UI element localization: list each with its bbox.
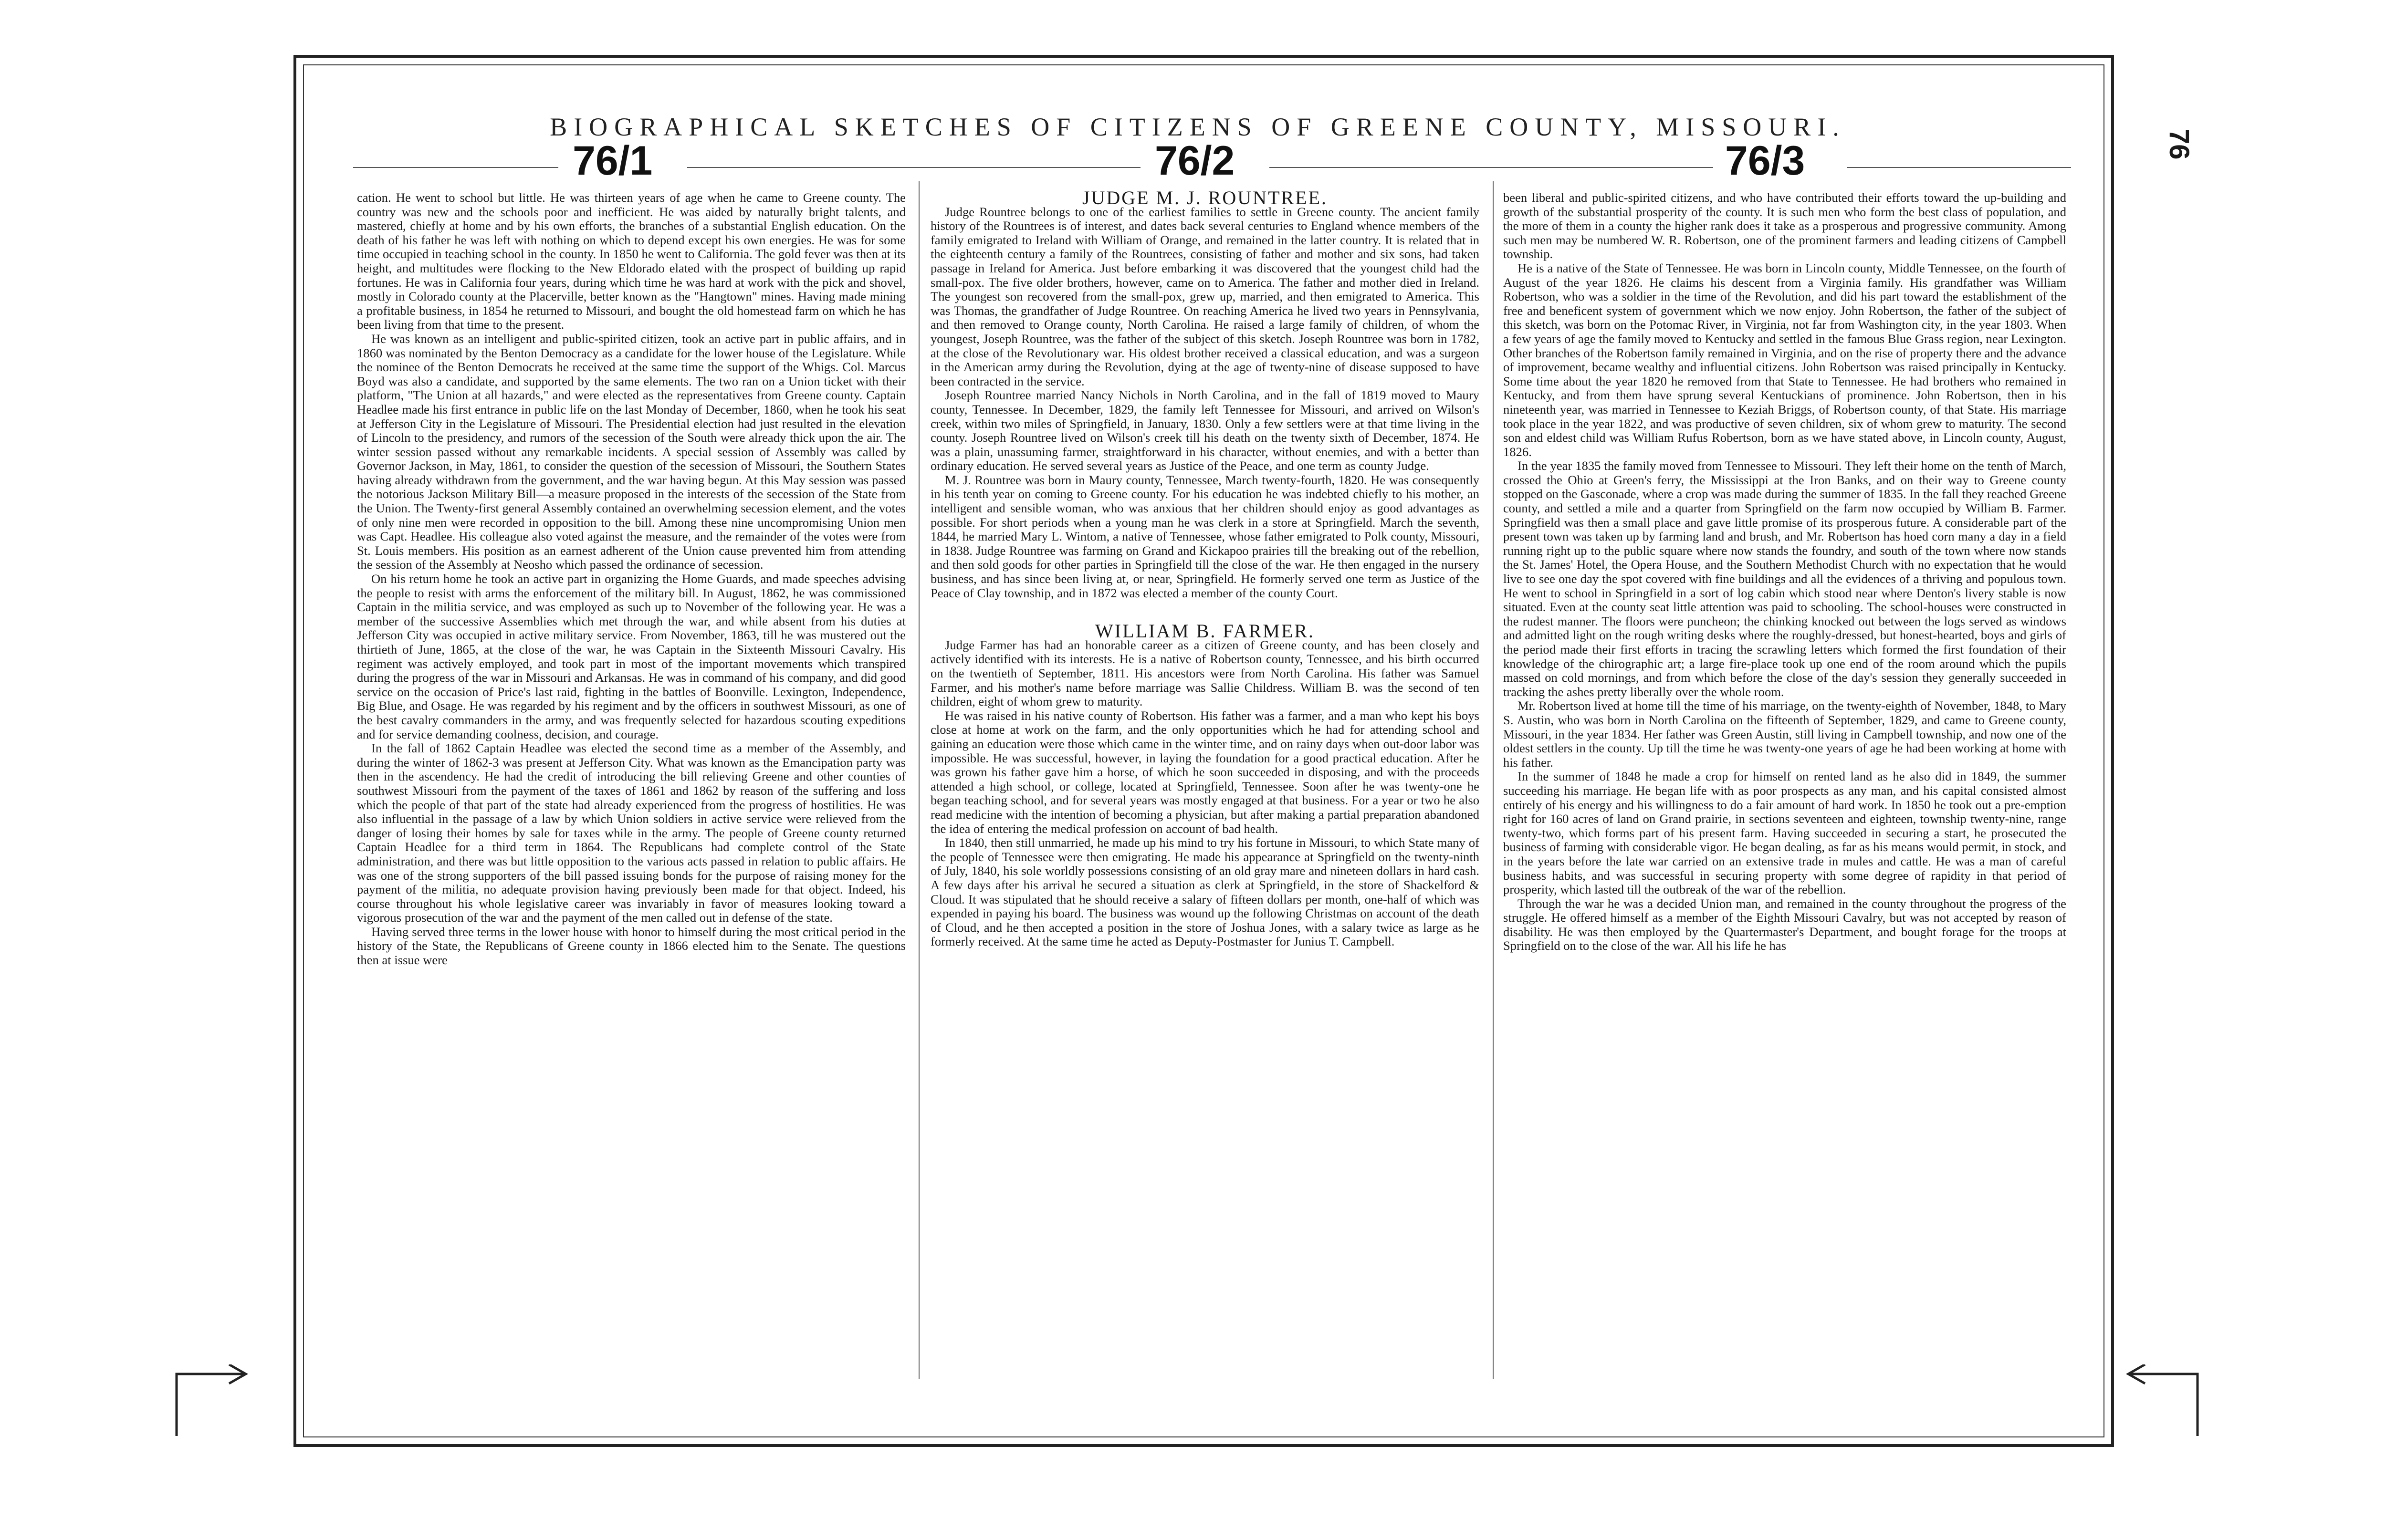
- header-rule-3: [1847, 167, 2071, 168]
- col3-paragraph: been liberal and public-spirited citizens, and who have contributed their efforts toward the up-building and growth of the substantial prosperity of the county. It is such men who form the best class of population, and the more of them in a county the higher rank does it take as a prosperous and progressive community. Among such men may be numbered W. R. Robertson, one of the prominent farmers and leading citizens of Campbell township.: [1503, 191, 2066, 261]
- column-2: [931, 191, 1479, 1393]
- col3-paragraph: In the summer of 1848 he made a crop for himself on rented land as he also did in 1849, the summer succeeding his marriage. He began life with as poor prospects as any man, and his capital consisted almost entirely of his energy and his willingness to do a fair amount of hard work. In 1850 he took out a pre-emption right for 160 acres of land on Grand prairie, in sections seventeen and eighteen, township twenty-nine, range twenty-two, which forms part of his present farm. Having succeeded in securing a start, he prosecuted the business of farming with considerable vigor. He began dealing, as far as his means would permit, in stock, and in the years before the late war carried on an extensive trade in mules and cattle. He was a man of careful business habits, and was successful in securing property with some degree of rapidity in that period of prosperity, which lasted till the outbreak of the war of the rebellion.: [1503, 769, 2066, 897]
- col3-paragraph: He is a native of the State of Tennessee. He was born in Lincoln county, Middle Tennessee, on the fourth of August of the year 1826. He claims his descent from a Virginia family. His grandfather was William Robertson, who was a soldier in the time of the Revolution, and did his part toward the establishment of the free and beneficent system of government which we now enjoy. John Robertson, the father of the subject of this sketch, was born on the Potomac River, in Virginia, not far from Washington city, in the year 1803. When a few years of age the family moved to Kentucky and settled in the famous Blue Grass region, near Lexington. Other branches of the Robertson family remained in Virginia, and on the rise of property there and the advance of improvement, became wealthy and influential citizens. John Robertson was raised principally in Kentucky. Some time about the year 1820 he removed from that State to Tennessee. He had brothers who remained in Kentucky, and from them have sprung several Kentuckians of prominence. John Robertson, then in his nineteenth year, was married in Tennessee to Keziah Briggs, of Robertson county, of that State. His marriage took place in the year 1822, and was productive of seven children, six of whom grew to maturity. The second son and eldest child was William Rufus Robertson, born as we have stated above, in Lincoln county, August, 1826.: [1503, 260, 2066, 459]
- registration-arrow-left-icon: [172, 1364, 253, 1441]
- col2-paragraph: In 1840, then still unmarried, he made up his mind to try his fortune in Missouri, to which State many of the people of Tennessee were then emigrating. He made his appearance at Springfield on the twenty-ninth of July, 1840, his sole worldly possessions consisting of an old gray mare and nineteen dollars in hard cash. A few days after his arrival he secured a situation as clerk at Springfield, in the store of Shackelford & Cloud. It was stipulated that he should receive a salary of fifteen dollars per month, one-half of which was expended in paying his board. The business was wound up the following Christmas on account of the death of Cloud, and he then accepted a position in the store of Joshua Jones, with a salary twice as large as he formerly received. At the same time he acted as Deputy-Postmaster for Junius T. Campbell.: [931, 835, 1479, 949]
- col3-paragraph: Mr. Robertson lived at home till the time of his marriage, on the twenty-eighth of November, 1848, to Mary S. Austin, who was born in North Carolina on the fifteenth of September, 1829, and came to Greene county, Missouri, in the year 1834. Her father was Green Austin, still living in Campbell township, and now one of the oldest settlers in the county. Up till the time he was twenty-one years of age he had been working at home with his father.: [1503, 698, 2066, 770]
- column-divider-1: [919, 181, 920, 1379]
- section-heading-rountree: JUDGE M. J. ROUNTREE.: [1082, 191, 1328, 208]
- column-label-1: 76/1: [573, 138, 653, 184]
- header-rule-2: [1269, 167, 1713, 168]
- col1-paragraph: Having served three terms in the lower house with honor to himself during the most critical period in the history of the State, the Republicans of Greene county in 1866 elected him to the Senate. The questions then at issue were: [357, 924, 906, 968]
- col3-paragraph: Through the war he was a decided Union man, and remained in the county throughout the progress of the struggle. He offered himself as a member of the Eighth Missouri Cavalry, but was not accepted by reason of disability. He was then employed by the Quartermaster's Department, and bought forage for the troops at Springfield on to the close of the war. All his life he has: [1503, 896, 2066, 953]
- col2-paragraph: Judge Rountree belongs to one of the earliest families to settle in Greene county. The ancient family history of the Rountrees is of interest, and dates back several centuries to England whence members of the family emigrated to Ireland with William of Orange, and remained in the latter country. It is related that in the eighteenth century a family of the Rountrees, consisting of father and mother and six sons, had taken passage in Ireland for America. Just before embarking it was discovered that the youngest child had the small-pox. The five older brothers, however, came on to America. The father and mother died in Ireland. The youngest son recovered from the small-pox, grew up, married, and then emigrated to America. This was Thomas, the grandfather of Judge Rountree. On reaching America he lived two years in Pennsylvania, and then removed to Orange county, North Carolina. He raised a large family of children, of whom the youngest, Joseph Rountree, was the father of the subject of this sketch. Joseph Rountree was born in 1782, at the close of the Revolutionary war. His oldest brother received a classical education, and was a surgeon in the American army during the Revolution, dying at the age of twenty-nine of disease supposed to have been contracted in the service.: [931, 204, 1479, 388]
- registration-arrow-right-icon: [2124, 1364, 2205, 1441]
- page-title: BIOGRAPHICAL SKETCHES OF CITIZENS OF GREENE COUNTY, MISSOURI.: [550, 113, 1846, 141]
- col2-paragraph: Judge Farmer has had an honorable career as a citizen of Greene county, and has been closely and actively identified with its interests. He is a native of Robertson county, Tennessee, and his birth occurred on the twentieth of September, 1811. His ancestors were from North Carolina. His father was Samuel Farmer, and his mother's name before marriage was Sallie Childress. William B. was the second of ten children, eight of whom grew to maturity.: [931, 637, 1479, 709]
- header-rule-1a: [353, 167, 558, 168]
- col2-paragraph: Joseph Rountree married Nancy Nichols in North Carolina, and in the fall of 1819 moved to Maury county, Tennessee. In December, 1829, the family left Tennessee for Missouri, and arrived on Wilson's creek, within two miles of Springfield, in January, 1830. Only a few settlers were at that time living in the county. Joseph Rountree lived on Wilson's creek till his death on the twenty sixth of December, 1874. He was a plain, unassuming farmer, straightforward in his character, without enemies, and with a better than ordinary education. He served several years as Justice of the Peace, and one term as county Judge.: [931, 388, 1479, 473]
- col3-paragraph: In the year 1835 the family moved from Tennessee to Missouri. They left their home on the tenth of March, crossed the Ohio at Green's ferry, the Mississippi at the Iron Banks, and on their way to Greene county stopped on the Gasconade, where a crop was made during the summer of 1835. In the fall they reached Greene county, and settled a mile and a quarter from Springfield on the farm now occupied by William B. Farmer. Springfield was then a small place and gave little promise of its prosperous future. A considerable part of the present town was taken up by farming land and brush, and Mr. Robertson has hoed corn many a day in a field running right up to the public square where now stands the foundry, and south of the town where now stands the St. James' Hotel, the Opera House, and the Southern Methodist Church with no expectation that he would live to see one day the spot covered with fine buildings and all the evidences of a thriving and populous town. He went to school in Springfield in a sort of log cabin which stood near where Denton's livery stable is now situated. Even at the county seat little attention was paid to schooling. The school-houses were constructed in the rudest manner. The floors were puncheon; the chinking knocked out between the logs served as windows and admitted light on the rough writing desks where the roughly-dressed, but honest-hearted, boys and girls of the period made their first efforts in tracing the scrawling letters which formed the first foundation of their knowledge of the chirographic art; a large fire-place took up one end of the room around which the pupils massed on cold mornings, and from which before the close of the day's session they generally succeeded in tracking the ashes pretty liberally over the whole room.: [1503, 458, 2066, 699]
- col1-paragraph: In the fall of 1862 Captain Headlee was elected the second time as a member of the Assembly, and during the winter of 1862-3 was present at Jefferson City. What was known as the Emancipation party was then in the ascendency. He had the credit of introducing the bill relieving Greene and other counties of southwest Missouri from the payment of the taxes of 1861 and 1862 by reason of the suffering and loss which the people of that part of the state had already experienced from the progress of hostilities. He was also influential in the passage of a law by which Union soldiers in active service were relieved from the danger of losing their homes by sale for taxes while in the army. The people of Greene county returned Captain Headlee for a third term in 1864. The Republicans had complete control of the State administration, and there was but little opposition to the various acts passed in relation to public affairs. He was one of the strong supporters of the bill passed issuing bonds for the purpose of raising money for the payment of the militia, no adequate provision having previously been made for that object. Indeed, his course throughout his whole legislative career was invariably in favor of measures looking toward a vigorous prosecution of the war and the payment of the men called out in defense of the state.: [357, 741, 906, 925]
- col2-paragraph: M. J. Rountree was born in Maury county, Tennessee, March twenty-fourth, 1820. He was consequently in his tenth year on coming to Greene county. For his education he was indebted chiefly to his mother, an intelligent and sensible woman, who was anxious that her children should enjoy as good advantages as possible. For short periods when a young man he was clerk in a store at Springfield. March the seventh, 1844, he married Mary L. Wintom, a native of Tennessee, whose father emigrated to Polk county, Missouri, in 1838. Judge Rountree was farming on Grand and Kickapoo prairies till the breaking out of the rebellion, and then sold goods for other parties in Springfield till the close of the war. He then engaged in the nursery business, and has since been living at, or near, Springfield. He formerly served one term as Justice of the Peace of Clay township, and in 1872 was elected a member of the county Court.: [931, 472, 1479, 600]
- column-label-3: 76/3: [1725, 138, 1805, 184]
- col2-paragraph: He was raised in his native county of Robertson. His father was a farmer, and a man who kept his boys close at home at work on the farm, and the only opportunities which he had for attending school and gaining an education were those which came in the winter time, and on rainy days when out-door labor was impossible. He was successful, however, in laying the foundation for a good practical education. After he was grown his father gave him a horse, of which he soon succeeded in disposing, and with the proceeds attended a high school, or college, located at Springfield, Tennessee. Soon after he was twenty-one he began teaching school, and for several years was mostly engaged at that business. For a year or two he also read medicine with the intention of becoming a physician, but after making a partial preparation abandoned the idea of entering the medical profession on account of bad health.: [931, 708, 1479, 836]
- column-divider-2: [1493, 181, 1494, 1379]
- header-rule-1b: [687, 167, 1141, 168]
- column-1: [357, 191, 906, 1393]
- col1-paragraph: cation. He went to school but little. He was thirteen years of age when he came to Greene county. The country was new and the schools poor and inefficient. He was aided by naturally bright talents, and mastered, chiefly at home and by his own efforts, the branches of a substantial English education. On the death of his father he was left with nothing on which to depend except his own energies. He was for some time occupied in teaching school in the county. In 1850 he went to California. The gold fever was then at its height, and multitudes were flocking to the New Eldorado elated with the prospect of building up rapid fortunes. He was in California four years, during which time he was hard at work with the pick and shovel, mostly in Colorado county at the Placerville, better known as the "Hangtown" mines. Having made mining a profitable business, in 1854 he returned to Missouri, and bought the old homestead farm on which he has been living from that time to the present.: [357, 191, 906, 332]
- section-heading-farmer: WILLIAM B. FARMER.: [1095, 620, 1315, 642]
- col1-paragraph: On his return home he took an active part in organizing the Home Guards, and made speeches advising the people to resist with arms the enforcement of the military bill. In August, 1862, he was commissioned Captain in the militia service, and was employed as such up to November of the following year. He was a member of the successive Assemblies which met through the war, and while absent from his duties at Jefferson City was occupied in active military service. From November, 1863, till he was mustered out the thirtieth of June, 1865, at the close of the war, he was Captain in the Sixteenth Missouri Cavalry. His regiment was actively employed, and took part in most of the important movements which transpired during the progress of the war in Missouri and Arkansas. He was in command of his company, and did good service on the occasion of Price's last raid, fighting in the battles of Boonville. Lexington, Independence, Big Blue, and Osage. He was regarded by his regiment and by the officers in southwest Missouri, as one of the best cavalry commanders in the army, and was frequently selected for hazardous scouting expeditions and for service demanding coolness, decision, and courage.: [357, 572, 906, 741]
- column-label-2: 76/2: [1155, 138, 1235, 184]
- column-3: [1503, 191, 2066, 1393]
- col1-paragraph: He was known as an intelligent and public-spirited citizen, took an active part in public affairs, and in 1860 was nominated by the Benton Democracy as a candidate for the lower house of the Legislature. While the nominee of the Benton Democrats he received at the same time the support of the Whigs. Col. Marcus Boyd was also a candidate, and supported by the same elements. The two ran on a Union ticket with their platform, "The Union at all hazards," and were elected as the representatives from Greene county. Captain Headlee made his first entrance in public life on the last Monday of December, 1860, when he took his seat at Jefferson City in the Legislature of Missouri. The Presidential election had just resulted in the elevation of Lincoln to the presidency, and rumors of the secession of the South were already thick upon the air. The winter session passed without any remarkable incidents. A special session of Assembly was called by Governor Jackson, in May, 1861, to consider the question of the secession of Missouri, the Southern States having already withdrawn from the government, and the war having begun. At this May session was passed the notorious Jackson Military Bill—a measure proposed in the interests of the secession of the State from the Union. The Twenty-first general Assembly contained an overwhelming secession element, and the votes of only nine men were recorded in opposition to the bill. Among these nine uncompromising Union men was Capt. Headlee. His colleague also voted against the measure, and the remainder of the votes were from St. Louis members. His position as an earnest adherent of the Union cause prevented him from attending the session of the Assembly at Neosho which passed the ordinance of secession.: [357, 331, 906, 572]
- page-number: 76: [2164, 129, 2195, 160]
